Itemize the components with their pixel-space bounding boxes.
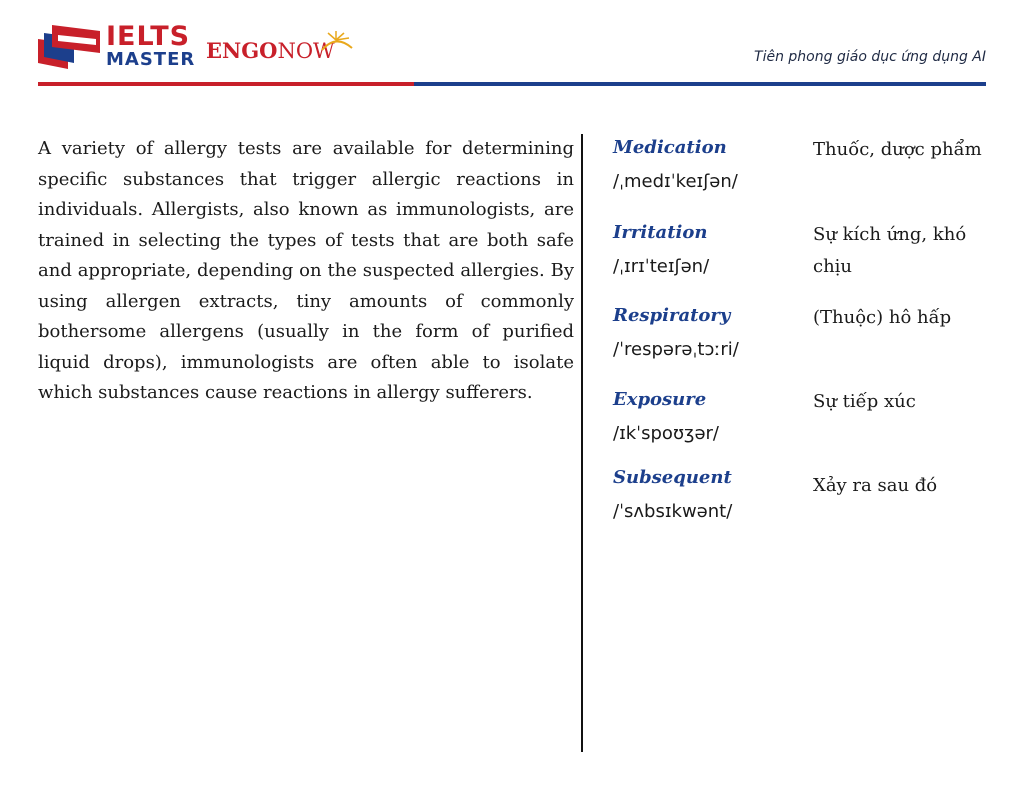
partner-logo-suffix: NOW xyxy=(277,39,335,63)
header-rule-red xyxy=(38,82,414,86)
reading-passage: A variety of allergy tests are available for determining specific substances that trigger allergic reactions in individuals. Allergists, also known as immunologists, are trained in selecting the types of tests that are both safe and appropriate, depending on the suspected allergies. By using allergen extracts, tiny amounts of commonly bothersome allergens (usually in the form of purified liquid drops), immunologists are often able to isolate which substances cause reactions in allergy sufferers. xyxy=(38,138,574,403)
page-header xyxy=(38,18,986,88)
brand-name-top: IELTS xyxy=(106,21,191,52)
vocab-meaning: Xảy ra sau đó xyxy=(813,475,938,496)
vocab-meaning: Thuốc, dược phẩm xyxy=(813,139,982,160)
vocab-meaning: Sự tiếp xúc xyxy=(813,391,916,412)
vocab-word: Medication xyxy=(613,137,727,158)
sunrise-icon xyxy=(318,30,354,52)
vocab-meaning: Sự kích ứng, khó chịu xyxy=(813,224,967,277)
header-rule-blue xyxy=(414,82,986,86)
vocab-ipa: /ˌmedɪˈkeɪʃən/ xyxy=(613,171,738,192)
tagline: Tiên phong giáo dục ứng dụng AI xyxy=(754,49,986,65)
vocab-ipa: /ˈsʌbsɪkwənt/ xyxy=(613,501,733,522)
vocab-ipa: /ˌɪrɪˈteɪʃən/ xyxy=(613,256,710,277)
vocab-word: Irritation xyxy=(613,222,708,243)
ielts-master-logo-icon xyxy=(38,23,100,69)
partner-logo xyxy=(206,38,335,64)
vocab-ipa: /ɪkˈspoʊʒər/ xyxy=(613,423,719,444)
vocab-word: Exposure xyxy=(613,389,707,410)
vocab-word: Respiratory xyxy=(613,305,731,326)
partner-logo-prefix: ENGO xyxy=(206,38,278,63)
column-divider xyxy=(581,134,583,752)
vocab-ipa: /ˈrespərəˌtɔːri/ xyxy=(613,339,739,360)
vocab-meaning: (Thuộc) hô hấp xyxy=(813,307,952,328)
brand-name-bottom: MASTER xyxy=(106,49,196,70)
vocab-word: Subsequent xyxy=(613,467,732,488)
